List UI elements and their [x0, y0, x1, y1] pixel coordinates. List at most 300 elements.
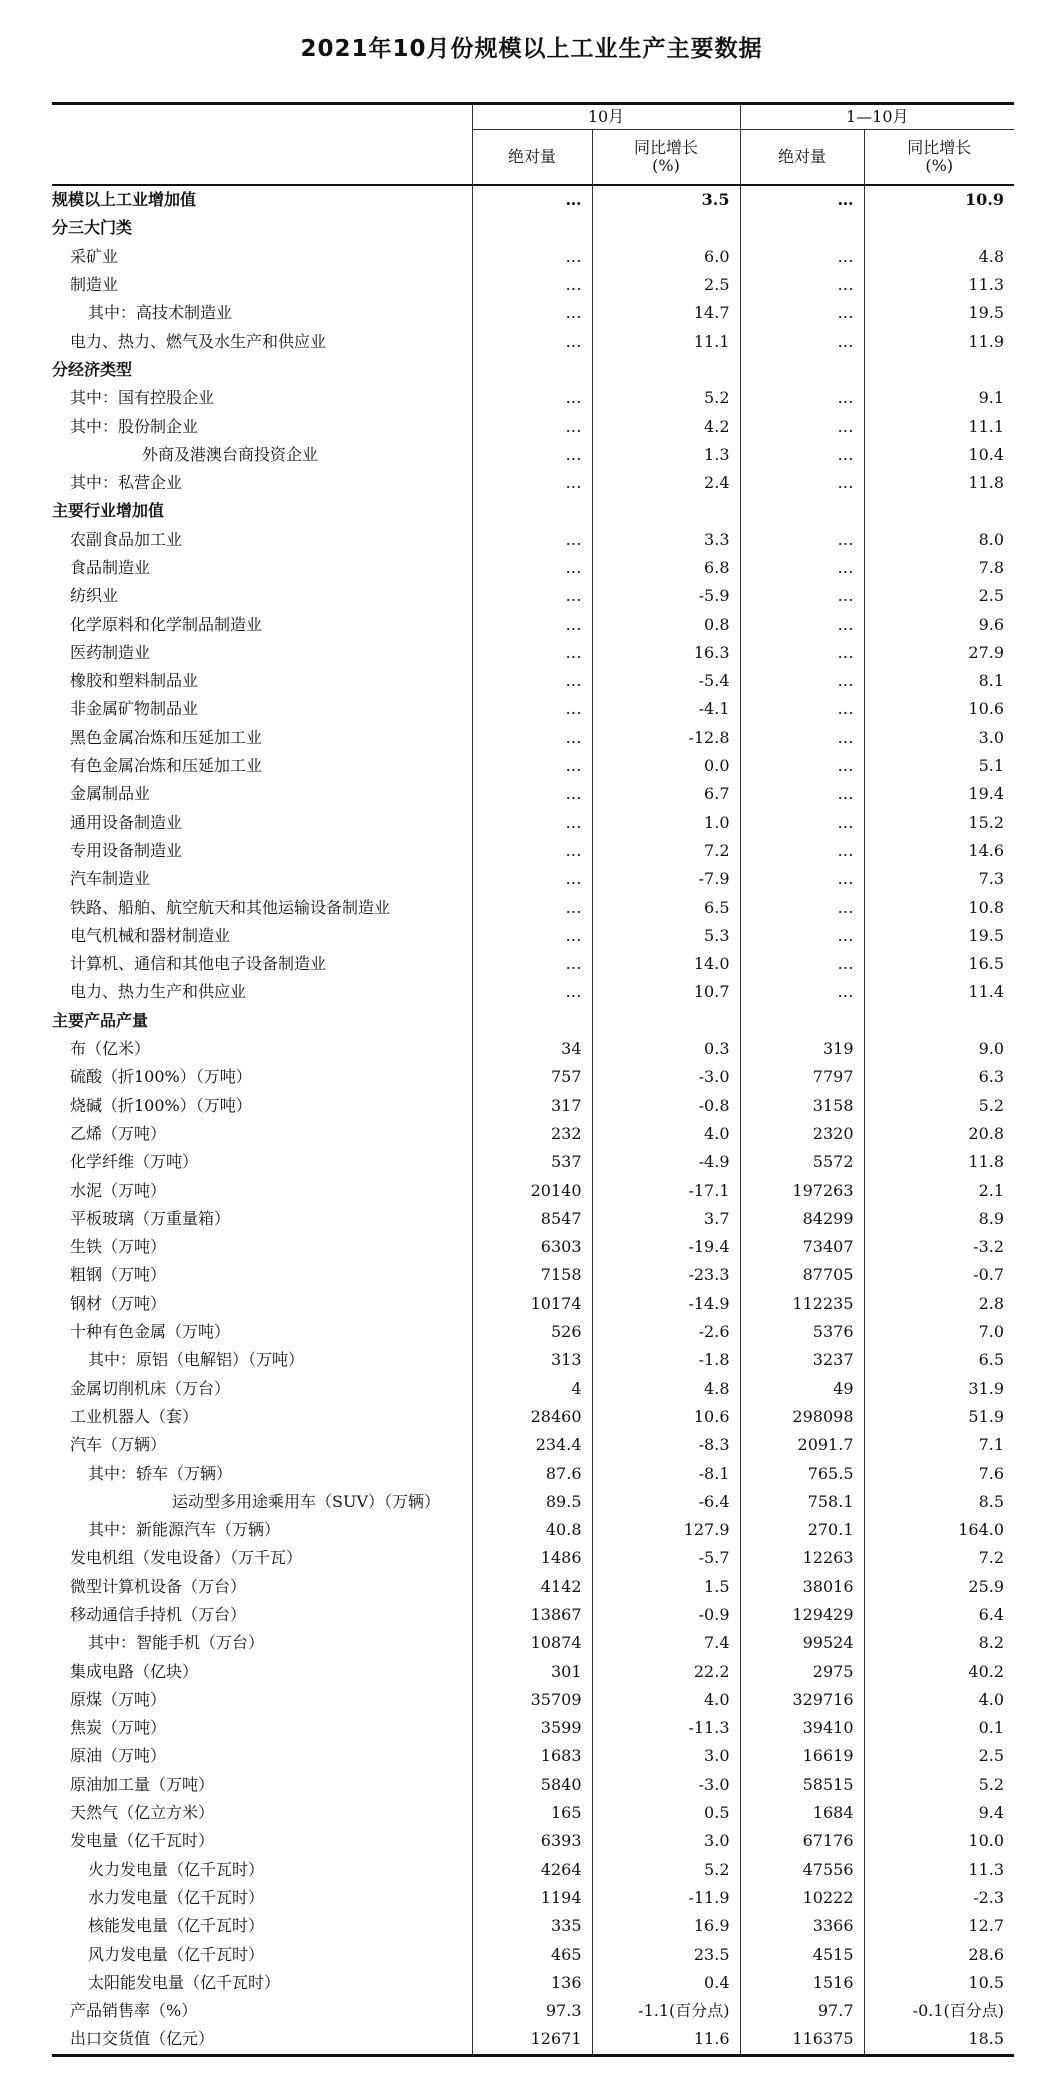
- oct-absolute-cell: …: [472, 526, 592, 554]
- cum-yoy-cell: 10.5: [864, 1969, 1014, 1997]
- oct-yoy-cell: -3.0: [592, 1771, 740, 1799]
- table-row: [52, 1799, 1014, 1827]
- row-label: 原油加工量（万吨）: [70, 1774, 215, 1794]
- cum-yoy-cell: 15.2: [864, 809, 1014, 837]
- cum-absolute-cell: 5376: [740, 1318, 864, 1346]
- oct-yoy-cell: 23.5: [592, 1940, 740, 1968]
- oct-yoy-cell: 5.2: [592, 384, 740, 412]
- row-label: 集成电路（亿块）: [70, 1661, 199, 1681]
- table-row: [52, 1403, 1014, 1431]
- oct-absolute-cell: 13867: [472, 1601, 592, 1629]
- cum-yoy-cell: 6.3: [864, 1063, 1014, 1091]
- oct-yoy-cell: 0.0: [592, 752, 740, 780]
- oct-absolute-cell: 335: [472, 1912, 592, 1940]
- section-label: 规模以上工业增加值: [52, 190, 197, 210]
- oct-yoy-cell: 7.4: [592, 1629, 740, 1657]
- oct-yoy-cell: 22.2: [592, 1657, 740, 1685]
- cum-yoy-cell: 8.5: [864, 1488, 1014, 1516]
- oct-yoy-cell: 3.7: [592, 1205, 740, 1233]
- cum-yoy-cell: -0.1(百分点): [864, 1997, 1014, 2025]
- cum-absolute-cell: 2320: [740, 1120, 864, 1148]
- cum-yoy-cell: 12.7: [864, 1912, 1014, 1940]
- cum-yoy-cell: 6.4: [864, 1601, 1014, 1629]
- cum-absolute-cell: …: [740, 978, 864, 1006]
- oct-yoy-cell: [592, 1007, 740, 1035]
- row-label: 医药制造业: [70, 642, 151, 662]
- oct-yoy-cell: 5.2: [592, 1856, 740, 1884]
- table-row: [52, 384, 1014, 412]
- oct-absolute-cell: …: [472, 271, 592, 299]
- row-label: 其中：智能手机（万台）: [88, 1633, 265, 1653]
- cum-absolute-cell: …: [740, 412, 864, 440]
- row-label: 烧碱（折100%）（万吨）: [70, 1095, 252, 1115]
- cum-absolute-cell: 73407: [740, 1233, 864, 1261]
- cum-yoy-cell: 27.9: [864, 639, 1014, 667]
- cum-absolute-cell: [740, 1007, 864, 1035]
- cum-yoy-cell: 31.9: [864, 1374, 1014, 1402]
- table-row: [52, 1431, 1014, 1459]
- cum-yoy-cell: 11.8: [864, 469, 1014, 497]
- cum-yoy-cell: [864, 356, 1014, 384]
- oct-absolute-cell: 40.8: [472, 1516, 592, 1544]
- oct-yoy-cell: -3.0: [592, 1063, 740, 1091]
- oct-yoy-cell: 4.0: [592, 1120, 740, 1148]
- oct-yoy-cell: -5.4: [592, 667, 740, 695]
- cum-yoy-cell: 9.1: [864, 384, 1014, 412]
- cum-absolute-cell: 197263: [740, 1176, 864, 1204]
- cum-yoy-cell: -0.7: [864, 1261, 1014, 1289]
- section-row: [52, 185, 1014, 214]
- section-row: [52, 214, 1014, 242]
- cum-yoy-cell: 10.6: [864, 695, 1014, 723]
- oct-absolute-cell: 1486: [472, 1544, 592, 1572]
- cum-absolute-cell: 84299: [740, 1205, 864, 1233]
- table-row: [52, 526, 1014, 554]
- row-label: 其中：高技术制造业: [88, 303, 233, 323]
- header-period-jan-oct: 1—10月: [740, 104, 1014, 130]
- table-row: [52, 441, 1014, 469]
- cum-yoy-cell: 0.1: [864, 1714, 1014, 1742]
- cum-yoy-cell: [864, 497, 1014, 525]
- cum-absolute-cell: 16619: [740, 1742, 864, 1770]
- oct-absolute-cell: 317: [472, 1092, 592, 1120]
- cum-yoy-cell: 11.1: [864, 412, 1014, 440]
- cum-absolute-cell: …: [740, 582, 864, 610]
- cum-absolute-cell: 758.1: [740, 1488, 864, 1516]
- oct-absolute-cell: …: [472, 582, 592, 610]
- row-label: 运动型多用途乘用车（SUV）（万辆）: [172, 1491, 441, 1511]
- cum-absolute-cell: 3158: [740, 1092, 864, 1120]
- cum-absolute-cell: 2091.7: [740, 1431, 864, 1459]
- table-row: [52, 2025, 1014, 2055]
- oct-absolute-cell: …: [472, 950, 592, 978]
- cum-yoy-cell: 4.0: [864, 1686, 1014, 1714]
- table-row: [52, 922, 1014, 950]
- oct-absolute-cell: 3599: [472, 1714, 592, 1742]
- table-row: [52, 1488, 1014, 1516]
- cum-yoy-cell: 2.5: [864, 582, 1014, 610]
- row-label: 十种有色金属（万吨）: [70, 1322, 231, 1342]
- cum-absolute-cell: 3237: [740, 1346, 864, 1374]
- header-period-october: 10月: [472, 104, 740, 130]
- oct-yoy-cell: -4.9: [592, 1148, 740, 1176]
- cum-absolute-cell: 58515: [740, 1771, 864, 1799]
- row-label: 硫酸（折100%）（万吨）: [70, 1067, 252, 1087]
- cum-absolute-cell: 129429: [740, 1601, 864, 1629]
- oct-yoy-cell: 5.3: [592, 922, 740, 950]
- section-row: [52, 497, 1014, 525]
- section-row: [52, 1007, 1014, 1035]
- cum-yoy-cell: 2.1: [864, 1176, 1014, 1204]
- header-yoy-cum: [864, 130, 1014, 186]
- row-label: 发电量（亿千瓦时）: [70, 1831, 215, 1851]
- oct-absolute-cell: …: [472, 469, 592, 497]
- oct-absolute-cell: 1194: [472, 1884, 592, 1912]
- oct-yoy-cell: 7.2: [592, 837, 740, 865]
- oct-absolute-cell: …: [472, 780, 592, 808]
- row-label: 平板玻璃（万重量箱）: [70, 1208, 231, 1228]
- row-label: 其中：股份制企业: [70, 416, 199, 436]
- oct-yoy-cell: 0.3: [592, 1035, 740, 1063]
- row-label: 化学原料和化学制品制造业: [70, 614, 263, 634]
- row-label: 食品制造业: [70, 558, 151, 577]
- row-label: 农副食品加工业: [70, 529, 183, 549]
- cum-yoy-cell: 2.8: [864, 1290, 1014, 1318]
- oct-yoy-cell: 14.0: [592, 950, 740, 978]
- oct-absolute-cell: [472, 214, 592, 242]
- cum-yoy-cell: 7.3: [864, 865, 1014, 893]
- oct-yoy-cell: 0.4: [592, 1969, 740, 1997]
- cum-yoy-cell: 9.0: [864, 1035, 1014, 1063]
- cum-yoy-cell: 8.9: [864, 1205, 1014, 1233]
- cum-absolute-cell: …: [740, 639, 864, 667]
- oct-yoy-cell: -6.4: [592, 1488, 740, 1516]
- oct-yoy-cell: 11.1: [592, 327, 740, 355]
- cum-absolute-cell: …: [740, 526, 864, 554]
- oct-yoy-cell: -0.8: [592, 1092, 740, 1120]
- table-row: [52, 695, 1014, 723]
- table-row: [52, 1120, 1014, 1148]
- cum-absolute-cell: …: [740, 243, 864, 271]
- oct-yoy-cell: -8.1: [592, 1459, 740, 1487]
- cum-yoy-cell: 6.5: [864, 1346, 1014, 1374]
- oct-absolute-cell: 89.5: [472, 1488, 592, 1516]
- table-row: [52, 1290, 1014, 1318]
- oct-absolute-cell: …: [472, 639, 592, 667]
- row-label: 其中：国有控股企业: [70, 388, 215, 408]
- oct-yoy-cell: -23.3: [592, 1261, 740, 1289]
- oct-absolute-cell: [472, 497, 592, 525]
- oct-absolute-cell: 165: [472, 1799, 592, 1827]
- row-label: 钢材（万吨）: [70, 1293, 167, 1313]
- cum-yoy-cell: 28.6: [864, 1940, 1014, 1968]
- oct-yoy-cell: [592, 356, 740, 384]
- cum-absolute-cell: 112235: [740, 1290, 864, 1318]
- table-row: [52, 412, 1014, 440]
- cum-absolute-cell: 49: [740, 1374, 864, 1402]
- row-label: 非金属矿物制品业: [70, 699, 199, 719]
- oct-yoy-cell: -19.4: [592, 1233, 740, 1261]
- oct-absolute-cell: 6393: [472, 1827, 592, 1855]
- cum-yoy-cell: 9.4: [864, 1799, 1014, 1827]
- cum-yoy-cell: 20.8: [864, 1120, 1014, 1148]
- cum-absolute-cell: …: [740, 893, 864, 921]
- oct-yoy-cell: -7.9: [592, 865, 740, 893]
- oct-absolute-cell: 537: [472, 1148, 592, 1176]
- row-label: 原煤（万吨）: [70, 1689, 167, 1709]
- cum-yoy-cell: 2.5: [864, 1742, 1014, 1770]
- oct-yoy-cell: 1.0: [592, 809, 740, 837]
- oct-absolute-cell: 136: [472, 1969, 592, 1997]
- oct-absolute-cell: …: [472, 752, 592, 780]
- oct-yoy-cell: 3.3: [592, 526, 740, 554]
- cum-absolute-cell: …: [740, 441, 864, 469]
- cum-absolute-cell: 99524: [740, 1629, 864, 1657]
- row-label: 电力、热力、燃气及水生产和供应业: [70, 331, 327, 351]
- table-row: [52, 582, 1014, 610]
- table-body: [52, 185, 1014, 2055]
- table-row: [52, 837, 1014, 865]
- table-header: [52, 104, 1014, 186]
- table-row: [52, 1148, 1014, 1176]
- oct-absolute-cell: 97.3: [472, 1997, 592, 2025]
- oct-yoy-cell: 4.0: [592, 1686, 740, 1714]
- table-row: [52, 1912, 1014, 1940]
- page-title: 2021年10月份规模以上工业生产主要数据: [300, 36, 763, 62]
- cum-yoy-cell: 7.6: [864, 1459, 1014, 1487]
- section-label: 主要行业增加值: [52, 501, 165, 521]
- cum-absolute-cell: [740, 356, 864, 384]
- cum-absolute-cell: …: [740, 554, 864, 582]
- table-row: [52, 809, 1014, 837]
- row-label: 汽车制造业: [70, 869, 151, 889]
- row-label: 原油（万吨）: [70, 1746, 167, 1766]
- oct-yoy-cell: 4.2: [592, 412, 740, 440]
- row-label: 水力发电量（亿千瓦时）: [88, 1887, 265, 1907]
- cum-absolute-cell: 5572: [740, 1148, 864, 1176]
- oct-absolute-cell: 7158: [472, 1261, 592, 1289]
- cum-yoy-cell: 5.1: [864, 752, 1014, 780]
- cum-absolute-cell: 298098: [740, 1403, 864, 1431]
- cum-yoy-cell: 4.8: [864, 243, 1014, 271]
- cum-yoy-cell: 7.2: [864, 1544, 1014, 1572]
- oct-absolute-cell: [472, 1007, 592, 1035]
- oct-absolute-cell: 10174: [472, 1290, 592, 1318]
- cum-absolute-cell: 2975: [740, 1657, 864, 1685]
- cum-absolute-cell: …: [740, 185, 864, 214]
- header-yoy-unit: (%): [652, 156, 680, 175]
- oct-absolute-cell: 87.6: [472, 1459, 592, 1487]
- table-row: [52, 639, 1014, 667]
- table-row: [52, 1657, 1014, 1685]
- row-label: 焦炭（万吨）: [70, 1718, 167, 1738]
- table-row: [52, 893, 1014, 921]
- table-row: [52, 1601, 1014, 1629]
- cum-absolute-cell: 12263: [740, 1544, 864, 1572]
- section-label: 分三大门类: [52, 218, 133, 238]
- row-label: 布（亿米）: [70, 1039, 151, 1059]
- table-row: [52, 724, 1014, 752]
- header-yoy-unit: (%): [925, 156, 954, 175]
- cum-yoy-cell: 10.9: [864, 185, 1014, 214]
- cum-absolute-cell: …: [740, 469, 864, 497]
- row-label: 其中：新能源汽车（万辆）: [88, 1520, 281, 1540]
- row-label: 微型计算机设备（万台）: [70, 1576, 247, 1596]
- cum-absolute-cell: 47556: [740, 1856, 864, 1884]
- row-label: 黑色金属冶炼和压延加工业: [70, 727, 263, 747]
- table-row: [52, 1318, 1014, 1346]
- table-row: [52, 299, 1014, 327]
- oct-yoy-cell: 16.3: [592, 639, 740, 667]
- oct-yoy-cell: [592, 497, 740, 525]
- section-row: [52, 356, 1014, 384]
- header-yoy-label: 同比增长: [633, 138, 698, 157]
- row-label: 金属切削机床（万台）: [70, 1378, 231, 1398]
- cum-absolute-cell: [740, 497, 864, 525]
- oct-yoy-cell: [592, 214, 740, 242]
- oct-absolute-cell: …: [472, 299, 592, 327]
- cum-absolute-cell: …: [740, 950, 864, 978]
- cum-absolute-cell: 319: [740, 1035, 864, 1063]
- cum-absolute-cell: 67176: [740, 1827, 864, 1855]
- row-label: 外商及港澳台商投资企业: [142, 444, 319, 464]
- cum-yoy-cell: 9.6: [864, 610, 1014, 638]
- cum-yoy-cell: 10.0: [864, 1827, 1014, 1855]
- cum-absolute-cell: …: [740, 809, 864, 837]
- oct-yoy-cell: -17.1: [592, 1176, 740, 1204]
- cum-absolute-cell: …: [740, 724, 864, 752]
- cum-yoy-cell: [864, 214, 1014, 242]
- oct-absolute-cell: 526: [472, 1318, 592, 1346]
- cum-yoy-cell: 3.0: [864, 724, 1014, 752]
- table-row: [52, 1573, 1014, 1601]
- header-yoy-label: 同比增长: [907, 138, 972, 157]
- row-label: 采矿业: [70, 246, 119, 266]
- cum-yoy-cell: 8.1: [864, 667, 1014, 695]
- cum-yoy-cell: 40.2: [864, 1657, 1014, 1685]
- oct-yoy-cell: 6.0: [592, 243, 740, 271]
- table-row: [52, 1940, 1014, 1968]
- cum-absolute-cell: …: [740, 610, 864, 638]
- header-abs-cum: 绝对量: [740, 130, 864, 186]
- table-row: [52, 469, 1014, 497]
- table-row: [52, 1856, 1014, 1884]
- oct-absolute-cell: …: [472, 610, 592, 638]
- cum-yoy-cell: 11.8: [864, 1148, 1014, 1176]
- cum-absolute-cell: 97.7: [740, 1997, 864, 2025]
- cum-absolute-cell: …: [740, 837, 864, 865]
- table-row: [52, 1516, 1014, 1544]
- cum-absolute-cell: 270.1: [740, 1516, 864, 1544]
- oct-yoy-cell: 0.8: [592, 610, 740, 638]
- table-row: [52, 978, 1014, 1006]
- row-label: 粗钢（万吨）: [70, 1265, 167, 1285]
- table-row: [52, 610, 1014, 638]
- table-row: [52, 1035, 1014, 1063]
- table-row: [52, 271, 1014, 299]
- section-label: 分经济类型: [52, 359, 133, 379]
- row-label: 工业机器人（套）: [70, 1406, 199, 1426]
- table-row: [52, 865, 1014, 893]
- oct-absolute-cell: …: [472, 327, 592, 355]
- table-row: [52, 950, 1014, 978]
- table-row: [52, 1374, 1014, 1402]
- row-label: 太阳能发电量（亿千瓦时）: [88, 1972, 281, 1992]
- header-yoy-oct: [592, 130, 740, 186]
- cum-absolute-cell: …: [740, 384, 864, 412]
- oct-absolute-cell: 465: [472, 1940, 592, 1968]
- oct-yoy-cell: 6.8: [592, 554, 740, 582]
- oct-absolute-cell: …: [472, 724, 592, 752]
- row-label: 制造业: [70, 275, 119, 295]
- cum-yoy-cell: 5.2: [864, 1092, 1014, 1120]
- row-label: 火力发电量（亿千瓦时）: [88, 1859, 265, 1879]
- oct-absolute-cell: [472, 356, 592, 384]
- table-row: [52, 1742, 1014, 1770]
- cum-absolute-cell: 39410: [740, 1714, 864, 1742]
- table-row: [52, 1771, 1014, 1799]
- row-label: 电气机械和器材制造业: [70, 925, 231, 945]
- cum-yoy-cell: 8.2: [864, 1629, 1014, 1657]
- row-label: 风力发电量（亿千瓦时）: [88, 1944, 265, 1964]
- cum-yoy-cell: 11.4: [864, 978, 1014, 1006]
- table-row: [52, 1176, 1014, 1204]
- cum-yoy-cell: 7.0: [864, 1318, 1014, 1346]
- cum-absolute-cell: 10222: [740, 1884, 864, 1912]
- cum-absolute-cell: 1516: [740, 1969, 864, 1997]
- row-label: 产品销售率（%）: [70, 2001, 198, 2021]
- oct-yoy-cell: 0.5: [592, 1799, 740, 1827]
- cum-absolute-cell: 1684: [740, 1799, 864, 1827]
- table-row: [52, 1205, 1014, 1233]
- cum-absolute-cell: 7797: [740, 1063, 864, 1091]
- row-label: 金属制品业: [70, 784, 151, 804]
- cum-absolute-cell: …: [740, 327, 864, 355]
- oct-yoy-cell: -1.8: [592, 1346, 740, 1374]
- cum-yoy-cell: 11.3: [864, 1856, 1014, 1884]
- oct-yoy-cell: 3.0: [592, 1827, 740, 1855]
- header-abs-oct: 绝对量: [472, 130, 592, 186]
- table-row: [52, 1686, 1014, 1714]
- oct-absolute-cell: 10874: [472, 1629, 592, 1657]
- oct-absolute-cell: 34: [472, 1035, 592, 1063]
- row-label: 核能发电量（亿千瓦时）: [88, 1916, 265, 1936]
- oct-absolute-cell: 301: [472, 1657, 592, 1685]
- cum-yoy-cell: 10.4: [864, 441, 1014, 469]
- table-row: [52, 1092, 1014, 1120]
- table-row: [52, 780, 1014, 808]
- row-label: 橡胶和塑料制品业: [70, 671, 199, 691]
- oct-absolute-cell: …: [472, 978, 592, 1006]
- row-label: 其中：轿车（万辆）: [88, 1463, 233, 1483]
- row-label: 出口交货值（亿元）: [70, 2029, 215, 2049]
- oct-yoy-cell: -11.9: [592, 1884, 740, 1912]
- cum-yoy-cell: -3.2: [864, 1233, 1014, 1261]
- cum-yoy-cell: 16.5: [864, 950, 1014, 978]
- oct-absolute-cell: …: [472, 893, 592, 921]
- oct-absolute-cell: 4264: [472, 1856, 592, 1884]
- oct-absolute-cell: 1683: [472, 1742, 592, 1770]
- cum-absolute-cell: …: [740, 271, 864, 299]
- row-label: 通用设备制造业: [70, 812, 183, 832]
- oct-absolute-cell: …: [472, 837, 592, 865]
- oct-yoy-cell: 1.3: [592, 441, 740, 469]
- cum-yoy-cell: 10.8: [864, 893, 1014, 921]
- oct-yoy-cell: 2.5: [592, 271, 740, 299]
- cum-absolute-cell: 329716: [740, 1686, 864, 1714]
- oct-absolute-cell: …: [472, 243, 592, 271]
- cum-yoy-cell: 5.2: [864, 1771, 1014, 1799]
